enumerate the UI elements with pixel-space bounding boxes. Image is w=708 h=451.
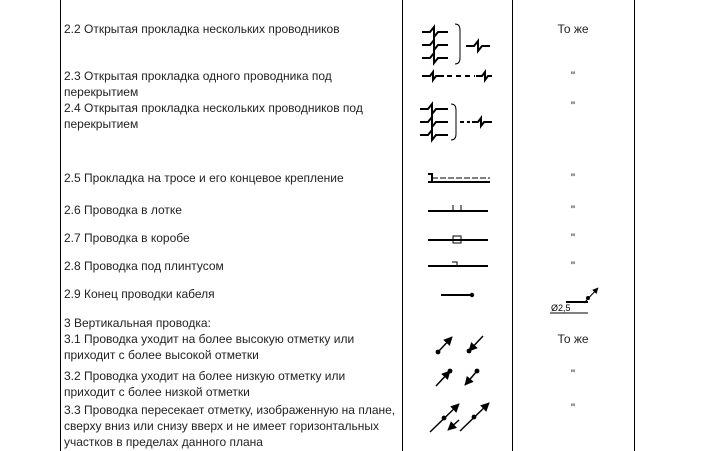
cable-end-icon	[441, 293, 474, 297]
open-multi-wire-icon	[422, 24, 490, 64]
row-2-8-note: "	[570, 259, 576, 273]
row-2-7-note: "	[570, 231, 576, 245]
wiring-in-duct-icon	[428, 236, 488, 243]
wiring-in-tray-icon	[428, 205, 488, 211]
row-3-1-text: 3.1 Проводка уходит на более высокую отметку или приходит с более высокой отметки	[64, 332, 355, 362]
row-2-3-note: "	[570, 69, 576, 83]
vertical-pass-through-icon	[430, 403, 489, 432]
row-2-6-note: "	[570, 203, 576, 217]
row-2-3-text: 2.3 Открытая прокладка одного проводника под перекрытием	[64, 69, 332, 99]
row-3-2-note: "	[570, 367, 576, 381]
row-3-text: 3 Вертикальная проводка:	[64, 316, 211, 330]
row-3-3-text: 3.3 Проводка пересекает отметку, изображенную на плане, сверху вниз или снизу вверх и не имеет горизонтальных участков в пределах данного плана	[64, 403, 396, 449]
row-2-2-note: То же	[557, 22, 589, 36]
row-2-7-text: 2.7 Проводка в коробе	[64, 231, 190, 245]
row-2-5-text: 2.5 Прокладка на тросе и его концевое крепление	[64, 171, 344, 185]
wiring-under-plinth-icon	[428, 262, 488, 266]
row-3-3-note: "	[570, 401, 576, 415]
single-wire-under-floor-icon	[422, 72, 492, 80]
row-2-9-text: 2.9 Конец проводки кабеля	[64, 287, 215, 301]
cable-end-alt-icon	[550, 288, 598, 313]
row-2-2-text: 2.2 Открытая прокладка нескольких проводников	[64, 22, 340, 36]
cable-end-diameter-label: Ø2,5	[551, 303, 571, 313]
cable-on-wire-rope-icon	[428, 174, 490, 182]
vertical-up-icon	[436, 336, 483, 354]
row-3-2-text: 3.2 Проводка уходит на более низкую отметку или приходит с более низкой отметки	[64, 369, 346, 399]
row-2-8-text: 2.8 Проводка под плинтусом	[64, 259, 224, 273]
multi-wire-under-floor-icon	[420, 104, 492, 140]
row-2-4-note: "	[570, 99, 576, 113]
row-2-6-text: 2.6 Проводка в лотке	[64, 203, 182, 217]
row-2-4-text: 2.4 Открытая прокладка нескольких проводников под перекрытием	[64, 101, 363, 131]
row-3-1-note: То же	[557, 332, 589, 346]
row-2-5-note: "	[570, 171, 576, 185]
vertical-down-icon	[436, 369, 479, 386]
